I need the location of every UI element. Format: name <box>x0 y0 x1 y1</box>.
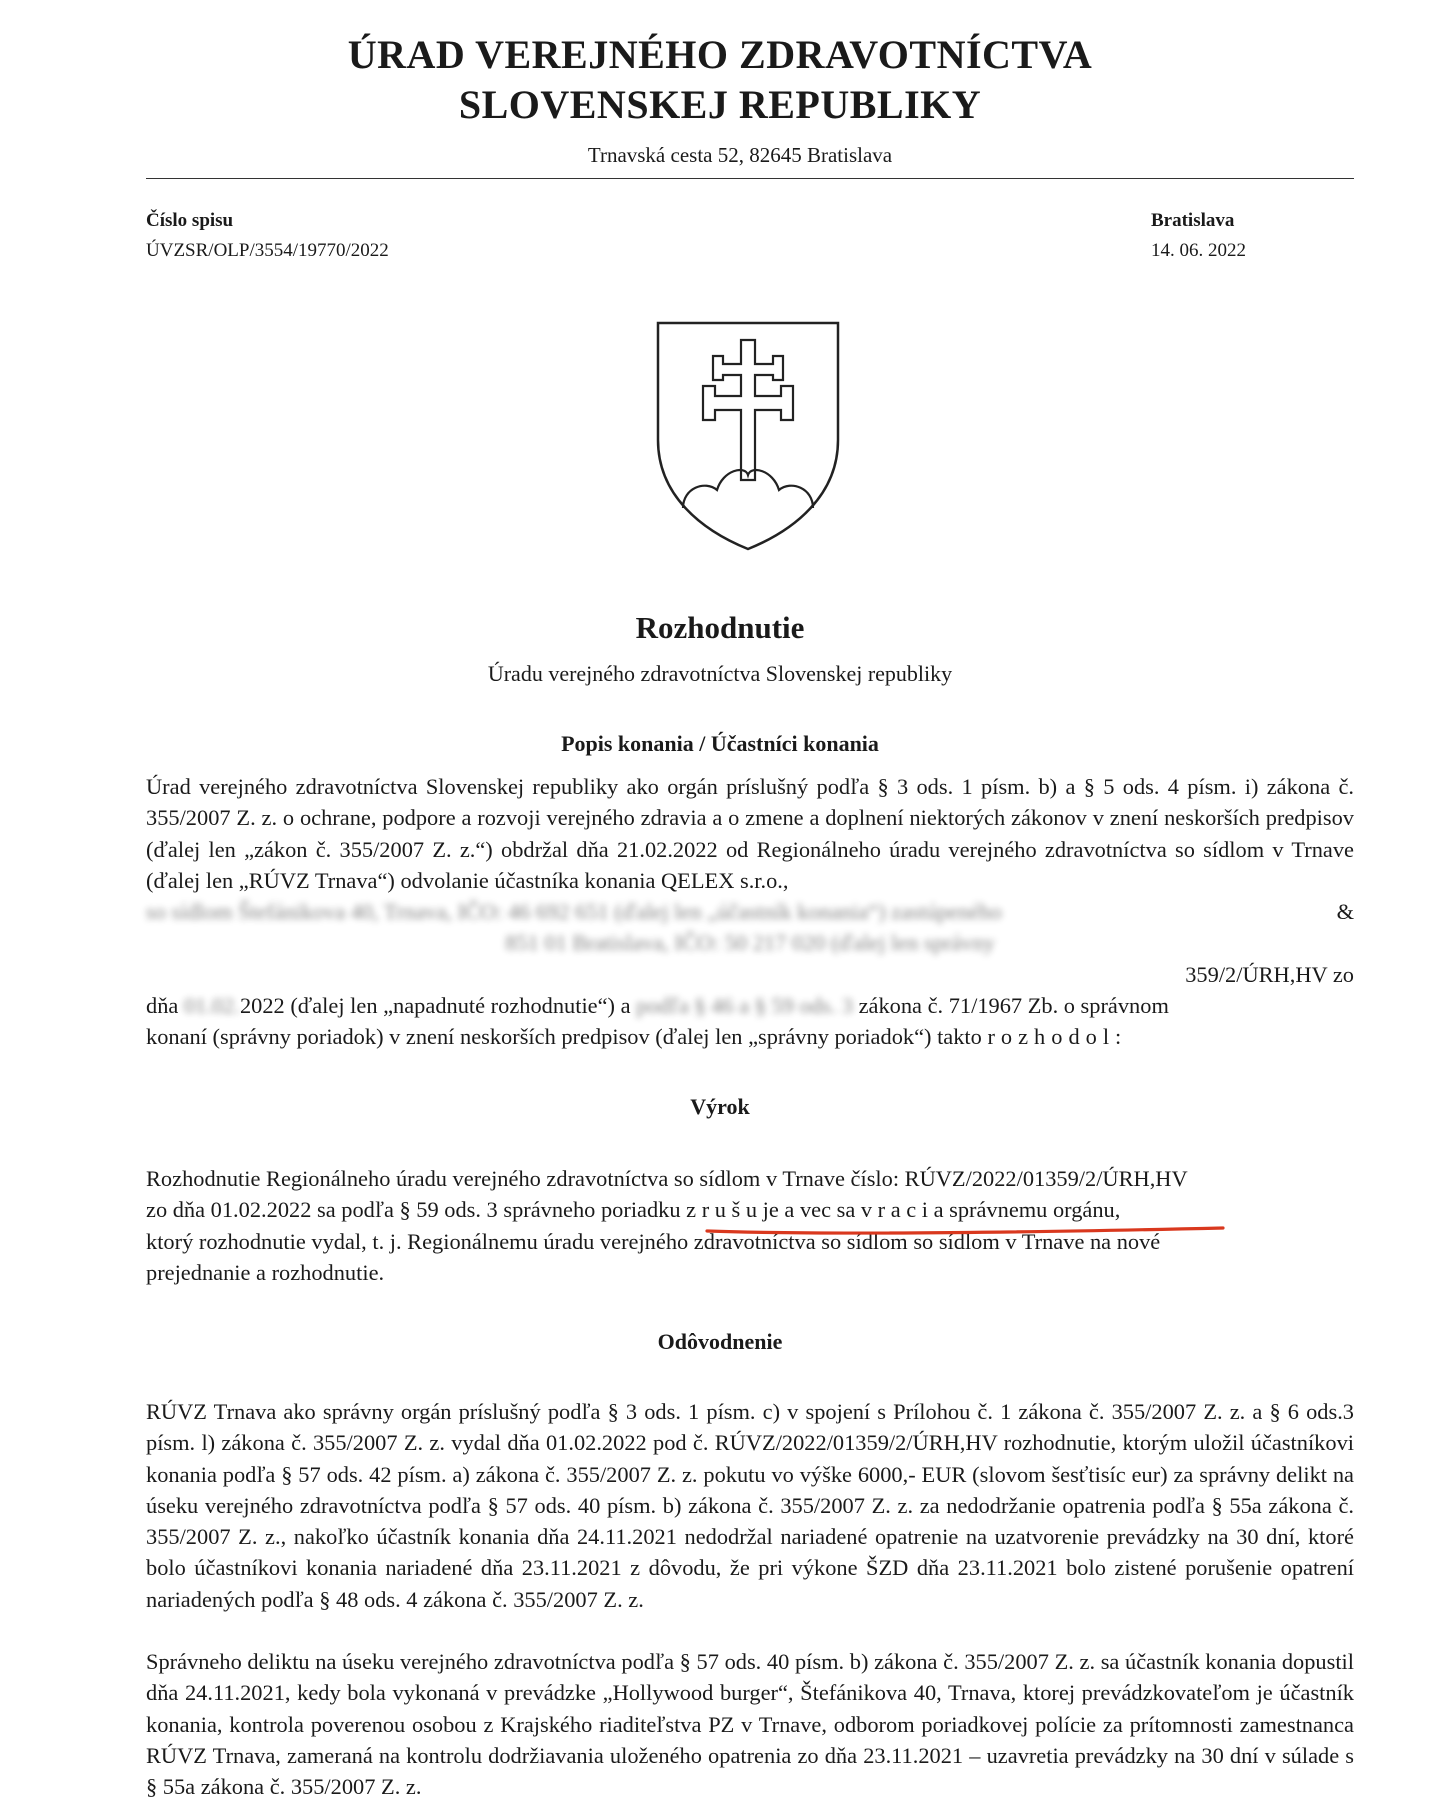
ampersand: & <box>1336 899 1354 925</box>
redacted-line-7 <box>146 959 1354 990</box>
partial-text: 359/2/ÚRH,HV zo <box>1185 961 1354 987</box>
office-title-line1: ÚRAD VEREJNÉHO ZDRAVOTNÍCTVA <box>347 32 1093 77</box>
file-number-label: Číslo spisu <box>146 210 234 231</box>
justification-paragraph-2: Správneho deliktu na úseku verejného zdravotníctva podľa § 57 ods. 40 písm. b) zákona č. 355/2007 Z. z. sa účastník konania dopustil dňa 24.11.2021, kedy bola vykonaná v prevádzke „Hollywood burger“, Štefánikova 40, Trnava, ktorej prevádzkovateľom je účastník konania, kontrola poverenou osobou z Krajského riaditeľstva PZ v Trnave, odborom poriadkovej polície za prítomnosti zamestnanca RÚVZ Trnava, zameraná na kontrolu dodržiavania uloženého opatrenia zo dňa 23.11.2021 – uzavretia prevádzky na 30 dní v súlade s § 55a zákona č. 355/2007 Z. z. <box>146 1649 1354 1800</box>
text-fragment: zákona č. 71/1967 Zb. o správnom <box>858 993 1169 1019</box>
redacted-text: 01.02. <box>183 993 240 1019</box>
text-fragment: dňa <box>146 993 179 1019</box>
redacted-line-6 <box>146 927 1354 958</box>
coat-of-arms-icon <box>655 320 841 552</box>
section-heading-proceedings: Popis konania / Účastníci konania <box>561 731 879 756</box>
line-8 <box>146 990 1354 1021</box>
redacted-line-5 <box>146 896 1354 927</box>
redacted-text: so sídlom Štefánikova 40, Trnava, IČO: 46 692 651 (ďalej len „účastník konania“) zastúpeného <box>146 899 1002 925</box>
verdict-line-3: ktorý rozhodnutie vydal, t. j. Regionálnemu úradu verejného zdravotníctva so sídlom so sídlom v Trnave na nové <box>146 1228 1161 1254</box>
proceedings-text: Úrad verejného zdravotníctva Slovenskej republiky ako orgán príslušný podľa § 3 ods. 1 písm. b) a § 5 ods. 4 písm. i) zákona č. 355/2007 Z. z. o ochrane, podpore a rozvoji verejného zdravia a o zmene a doplnení niektorých zákonov v znení neskorších predpisov (ďalej len „zákon č. 355/2007 Z. z.“) obdržal dňa 21.02.2022 od Regionálneho úradu verejného zdravotníctva so sídlom v Trnave (ďalej len „RÚVZ Trnava“) odvolanie účastníka konania QELEX s.r.o., <box>146 774 1354 893</box>
header-divider <box>146 178 1354 179</box>
document-date: 14. 06. 2022 <box>1151 240 1246 261</box>
verdict-line-1: Rozhodnutie Regionálneho úradu verejného zdravotníctva so sídlom v Trnave číslo: RÚVZ/2022/01359/2/ÚRH,HV <box>146 1166 1188 1191</box>
place: Bratislava <box>1151 210 1235 231</box>
verdict-line-4: prejednanie a rozhodnutie. <box>146 1259 385 1285</box>
justification-paragraph-1: RÚVZ Trnava ako správny orgán príslušný podľa § 3 ods. 1 písm. c) v spojení s Prílohou č. 1 zákona č. 355/2007 Z. z. a § 6 ods.3 písm. l) zákona č. 355/2007 Z. z. vydal dňa 01.02.2022 pod č. RÚVZ/2022/01359/2/ÚRH,HV rozhodnutie, ktorým uložil účastníkovi konania podľa § 57 ods. 42 písm. a) zákona č. 355/2007 Z. z. pokutu vo výške 6000,- EUR (slovom šesťtisíc eur) za správny delikt na úseku verejného zdravotníctva podľa § 57 ods. 40 písm. b) zákona č. 355/2007 Z. z. za nedodržanie opatrenia podľa § 55a zákona č. 355/2007 Z. z., nakoľko účastník konania dňa 24.11.2021 nedodržal nariadené opatrenie na uzatvorenie prevádzky na 30 dní, ktoré bolo účastníkovi konania nariadené dňa 23.11.2021 z dôvodu, že pri výkone ŠZD dňa 23.11.2021 bolo zistené porušenie opatrení nariadených podľa § 48 ods. 4 zákona č. 355/2007 Z. z. <box>146 1399 1354 1612</box>
decision-title: Rozhodnutie <box>635 610 805 645</box>
text-fragment: 2022 (ďalej len „napadnuté rozhodnutie“) a <box>239 993 631 1019</box>
office-address: Trnavská cesta 52, 82645 Bratislava <box>587 143 893 167</box>
decision-subtitle: Úradu verejného zdravotníctva Slovenskej republiky <box>487 661 953 686</box>
red-underline-annotation <box>705 1223 1225 1237</box>
line-9 <box>146 1021 1354 1052</box>
section-heading-verdict: Výrok <box>690 1094 750 1119</box>
section-heading-justification: Odôvodnenie <box>657 1329 783 1354</box>
place-date-block <box>1151 206 1246 266</box>
file-number: ÚVZSR/OLP/3554/19770/2022 <box>146 240 389 261</box>
redacted-text: 851 01 Bratislava, IČO: 50 217 020 (ďalej len správny <box>505 930 995 956</box>
file-number-block <box>146 206 389 266</box>
verdict-line-2: zo dňa 01.02.2022 sa podľa § 59 ods. 3 správneho poriadku z r u š u je a vec sa v r a c i a správnemu orgánu, <box>146 1197 1121 1223</box>
ruling-word: rozhodol: <box>987 1024 1128 1050</box>
office-title-line2: SLOVENSKEJ REPUBLIKY <box>458 82 982 127</box>
redacted-text: podľa § 46 a § 59 ods. 3 <box>636 993 853 1019</box>
text-fragment: konaní (správny poriadok) v znení neskorších predpisov (ďalej len „správny poriadok“) takto <box>146 1024 982 1050</box>
proceedings-paragraph <box>146 771 1354 1053</box>
